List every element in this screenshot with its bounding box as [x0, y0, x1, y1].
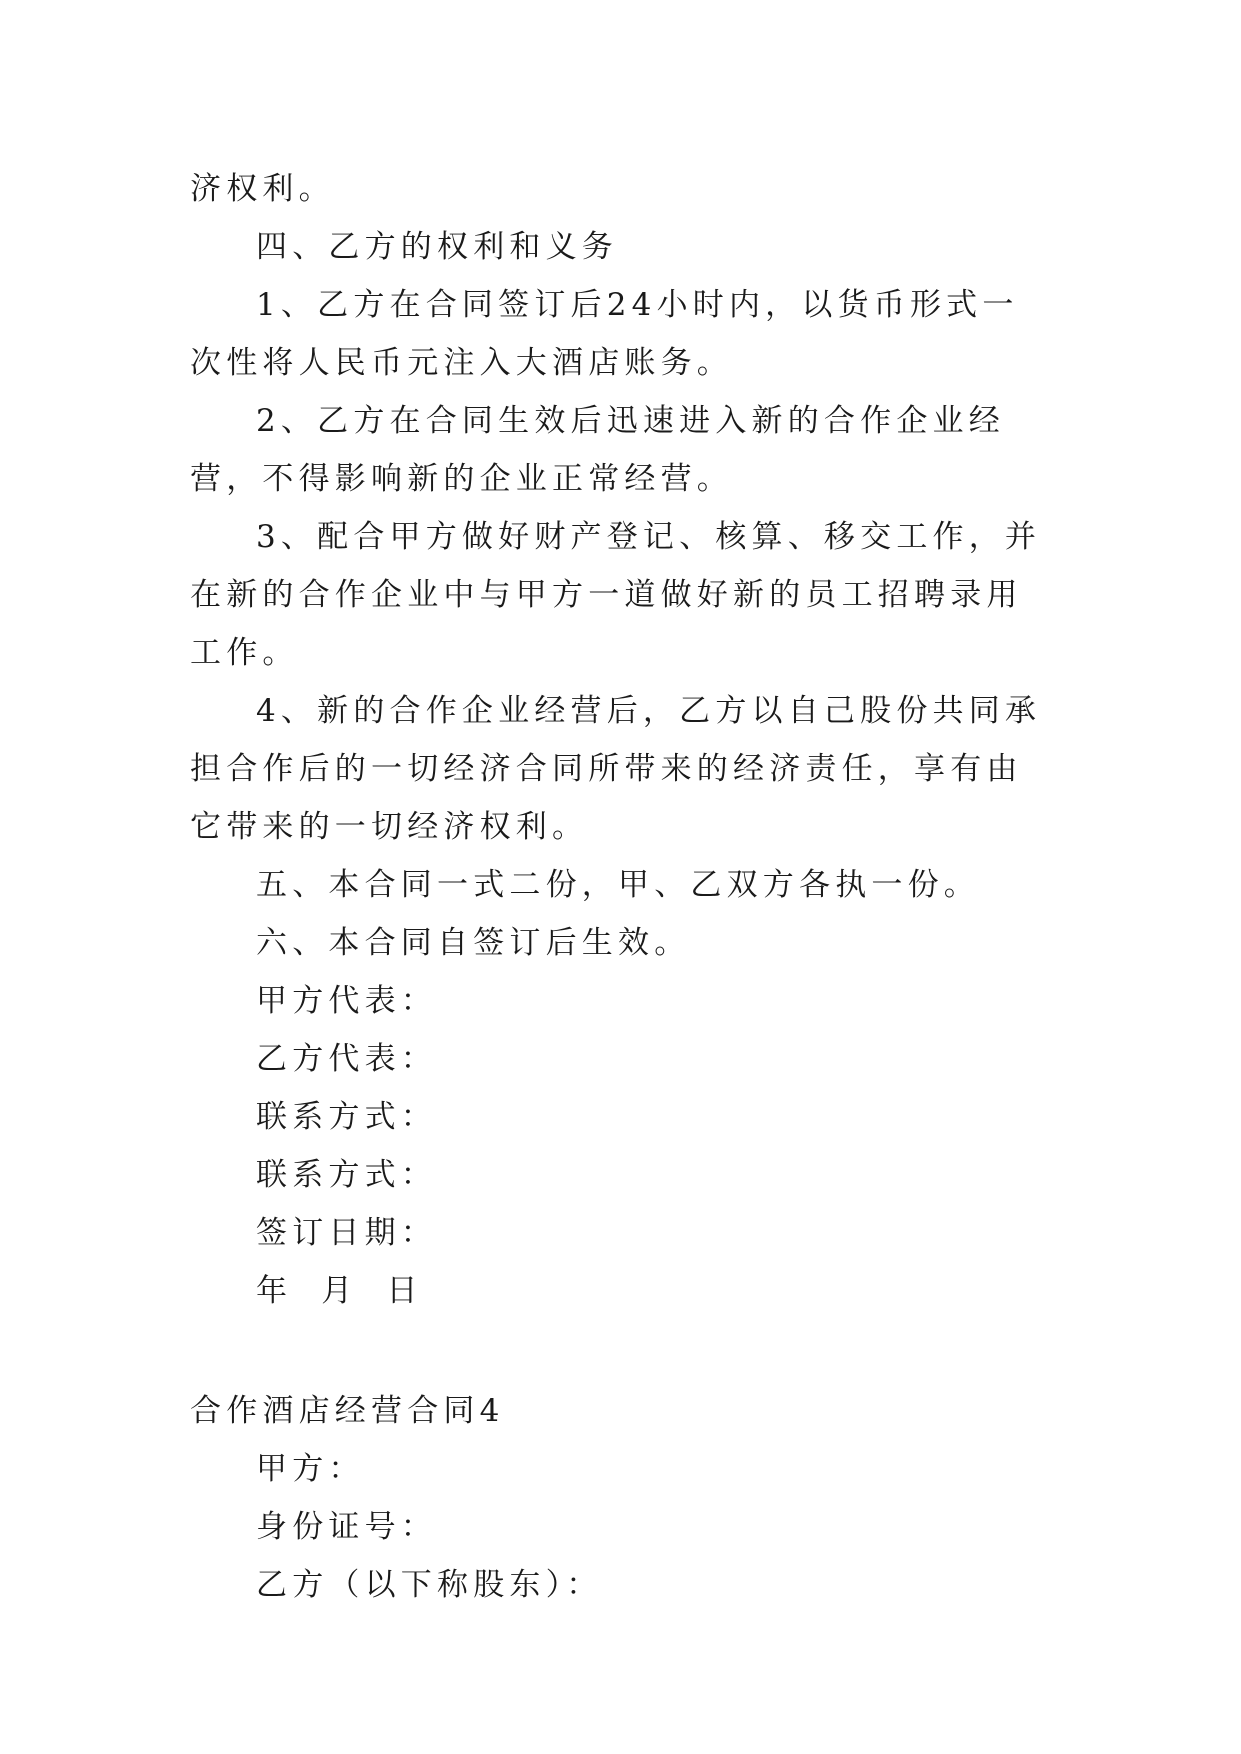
id-number-field: 身份证号：: [256, 1509, 437, 1545]
document-body: [190, 160, 1050, 1614]
article-5: 五、本合同一式二份，甲、乙双方各执一份。: [256, 867, 980, 903]
party-a-field: 甲方：: [256, 1451, 365, 1487]
party-a-representative: 甲方代表：: [256, 983, 437, 1019]
paragraph-continuation: 济权利。: [190, 171, 335, 207]
section-heading-party-b-rights: 四、乙方的权利和义务: [256, 229, 618, 265]
party-b-field: 乙方（以下称股东）：: [256, 1567, 603, 1603]
date-fields: 年 月 日: [256, 1273, 423, 1309]
clause-3: 3、配合甲方做好财产登记、核算、移交工作，并在新的合作企业中与甲方一道做好新的员工招聘录用工作。: [190, 519, 1042, 671]
contact-info-1: 联系方式：: [256, 1099, 437, 1135]
contact-info-2: 联系方式：: [256, 1157, 437, 1193]
signing-date-label: 签订日期：: [256, 1215, 437, 1251]
clause-4: 4、新的合作企业经营后，乙方以自己股份共同承担合作后的一切经济合同所带来的经济责任，享有由它带来的一切经济权利。: [190, 693, 1042, 845]
section-title: 合作酒店经营合同4: [190, 1393, 505, 1429]
clause-2: 2、乙方在合同生效后迅速进入新的合作企业经营，不得影响新的企业正常经营。: [190, 403, 1005, 497]
clause-1: 1、乙方在合同签订后24小时内，以货币形式一次性将人民币元注入大酒店账务。: [190, 287, 1019, 381]
article-6: 六、本合同自签订后生效。: [256, 925, 691, 961]
party-b-representative: 乙方代表：: [256, 1041, 437, 1077]
